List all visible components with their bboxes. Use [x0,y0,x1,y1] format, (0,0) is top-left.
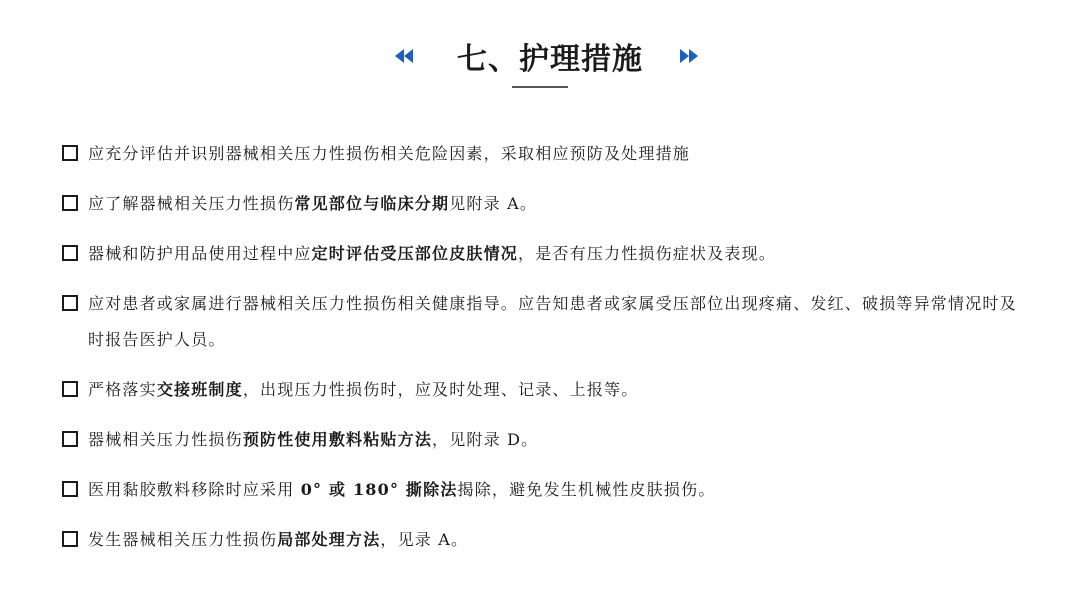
list-item [60,136,1030,172]
item-emphasis: 预防性使用敷料粘贴方法 [242,430,433,449]
item-text: 应充分评估并识别器械相关压力性损伤相关危险因素，采取相应预防及处理措施 [88,144,691,163]
slide-title: 七、护理措施 [457,42,643,77]
list-item [60,522,1030,558]
item-text: ，是否有压力性损伤症状及表现。 [518,244,777,263]
checkbox-bullet-icon [62,295,78,311]
slide-header [0,30,1080,82]
item-text: 严格落实 [88,380,157,399]
checkbox-bullet-icon [62,195,78,211]
list-item [60,186,1030,222]
item-text: 器械和防护用品使用过程中应 [88,244,312,263]
item-text: ，见附录 D。 [432,430,539,449]
item-emphasis: 0° 或 180° 撕除法 [300,480,458,499]
list-item [60,236,1030,272]
item-text: 见附录 A。 [449,194,538,213]
double-chevron-left-icon [394,48,414,64]
checkbox-bullet-icon [62,245,78,261]
double-chevron-right-icon [679,48,699,64]
checkbox-bullet-icon [62,431,78,447]
nursing-measures-list [60,136,1030,572]
item-emphasis: 交接班制度 [156,380,243,399]
item-emphasis: 定时评估受压部位皮肤情况 [311,244,519,263]
item-text: 应对患者或家属进行器械相关压力性损伤相关健康指导。应告知患者或家属受压部位出现疼痛、发红、破损等异常情况时及时报告医护人员。 [88,294,1017,349]
item-emphasis: 局部处理方法 [277,530,381,549]
list-item [60,472,1030,508]
item-emphasis: 常见部位与临床分期 [294,194,450,213]
item-text: 发生器械相关压力性损伤 [88,530,278,549]
title-underline [512,86,568,88]
list-item [60,372,1030,408]
checkbox-bullet-icon [62,145,78,161]
item-text: 器械相关压力性损伤 [88,430,243,449]
item-text: ，见录 A。 [380,530,469,549]
item-text: 医用黏胶敷料移除时应采用 [88,480,301,499]
checkbox-bullet-icon [62,481,78,497]
checkbox-bullet-icon [62,531,78,547]
list-item [60,286,1030,358]
item-text: 揭除，避免发生机械性皮肤损伤。 [457,480,716,499]
list-item [60,422,1030,458]
item-text: 应了解器械相关压力性损伤 [88,194,295,213]
item-text: ，出现压力性损伤时，应及时处理、记录、上报等。 [242,380,639,399]
checkbox-bullet-icon [62,381,78,397]
